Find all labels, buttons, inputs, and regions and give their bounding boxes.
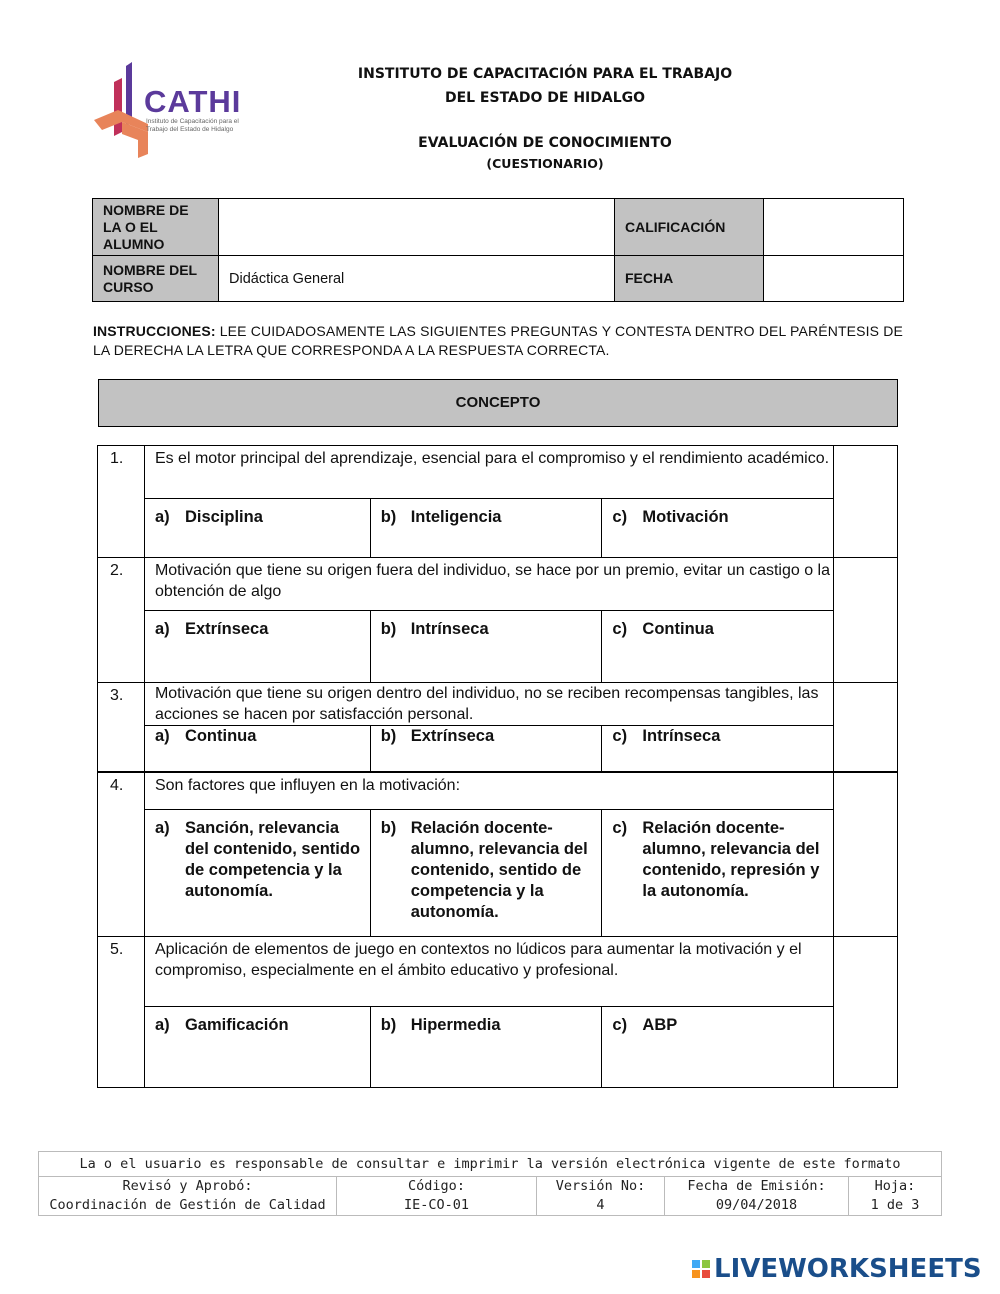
option-c: [602, 810, 834, 937]
document-subtitle: (CUESTIONARIO): [486, 156, 604, 171]
option-text: Continua: [642, 620, 714, 638]
option-text: Continua: [184, 727, 257, 745]
cathi-logo-mark-icon: [92, 62, 152, 158]
option-a: [144, 611, 370, 683]
option-letter: a): [154, 620, 170, 638]
question-number: 5.: [98, 937, 145, 1088]
footer-reviewed: [39, 1177, 337, 1216]
answer-box[interactable]: [834, 937, 898, 1088]
option-text: Motivación: [642, 508, 729, 526]
question-row: [98, 558, 898, 611]
option-b: [370, 611, 602, 683]
option-letter: b): [380, 620, 397, 638]
logo-subtitle: Instituto de Capacitación para el Trabajo del Estado de Hidalgo: [146, 118, 239, 133]
footer-version-value: 4: [596, 1197, 605, 1213]
option-letter: b): [380, 819, 397, 837]
option-letter: c): [612, 727, 628, 745]
option-b: [370, 1007, 602, 1088]
footer-date: [665, 1177, 849, 1216]
option-letter: b): [380, 508, 397, 526]
option-text: Disciplina: [184, 508, 263, 526]
option-a: [144, 499, 370, 558]
option-text: Relación docente-alumno, relevancia del contenido, sentido de competencia y la autonomía.: [410, 819, 588, 921]
answer-box[interactable]: [834, 558, 898, 683]
footer-version: [537, 1177, 665, 1216]
option-c: [602, 499, 834, 558]
grade-label: CALIFICACIÓN: [615, 199, 764, 256]
question-text: Son factores que influyen en la motivación:: [144, 772, 833, 810]
institute-line-1: INSTITUTO DE CAPACITACIÓN PARA EL TRABAJO: [357, 66, 733, 82]
options-row: [98, 726, 898, 772]
option-b: [370, 726, 602, 772]
option-text: Intrínseca: [642, 727, 721, 745]
liveworksheets-blocks-icon: [692, 1260, 710, 1278]
footer-reviewed-label: Revisó y Aprobó:: [122, 1178, 253, 1194]
option-letter: a): [154, 508, 170, 526]
option-letter: c): [612, 1016, 628, 1034]
student-info-table: [92, 198, 904, 302]
question-row: [98, 937, 898, 1007]
options-row: [98, 611, 898, 683]
question-text: Motivación que tiene su origen dentro del individuo, no se reciben recompensas tangibles, las acciones se hacen por satisfacción personal.: [144, 683, 833, 726]
footer-sheet-value: 1 de 3: [870, 1197, 920, 1213]
option-c: [602, 611, 834, 683]
option-a: [144, 1007, 370, 1088]
logo-wordmark: CATHI: [144, 84, 242, 119]
liveworksheets-watermark: [692, 1254, 982, 1284]
option-letter: a): [154, 727, 170, 745]
question-row: [98, 446, 898, 499]
footer-code-value: IE-CO-01: [403, 1197, 470, 1213]
instructions-text: LEE CUIDADOSAMENTE LAS SIGUIENTES PREGUNTAS Y CONTESTA DENTRO DEL PARÉNTESIS DE LA DERECHA LA LETRA QUE CORRESPONDA A LA RESPUESTA CORRECTA.: [93, 323, 903, 358]
student-name-field[interactable]: [219, 199, 615, 256]
question-number: 4.: [98, 772, 145, 937]
student-name-label: NOMBRE DE LA O EL ALUMNO: [93, 199, 219, 256]
footer-date-label: Fecha de Emisión:: [687, 1178, 826, 1194]
instructions: [93, 322, 903, 360]
option-text: ABP: [642, 1016, 678, 1034]
options-row: [98, 810, 898, 937]
option-b: [370, 810, 602, 937]
option-b: [370, 499, 602, 558]
options-row: [98, 1007, 898, 1088]
footer-notice: La o el usuario es responsable de consultar e imprimir la versión electrónica vigente de este formato: [39, 1152, 942, 1177]
option-text: Gamificación: [184, 1016, 289, 1034]
footer-code-label: Código:: [408, 1178, 465, 1194]
questions-table: [97, 445, 898, 1088]
option-a: [144, 726, 370, 772]
question-text: Aplicación de elementos de juego en contextos no lúdicos para aumentar la motivación y el compromiso, especialmente en el ámbito educativo y profesional.: [144, 937, 833, 1007]
footer-version-label: Versión No:: [555, 1178, 646, 1194]
liveworksheets-text: LIVEWORKSHEETS: [714, 1254, 982, 1284]
course-name-label: NOMBRE DEL CURSO: [93, 256, 219, 302]
question-number: 3.: [98, 683, 145, 772]
option-text: Extrínseca: [184, 620, 269, 638]
institute-title: [300, 62, 790, 110]
instructions-label: INSTRUCCIONES:: [93, 323, 216, 339]
institute-line-2: DEL ESTADO DE HIDALGO: [444, 90, 646, 106]
option-letter: c): [612, 620, 628, 638]
footer-sheet-label: Hoja:: [874, 1178, 916, 1194]
question-row: [98, 772, 898, 810]
document-footer: [38, 1151, 942, 1216]
option-text: Intrínseca: [410, 620, 489, 638]
question-row: [98, 683, 898, 726]
option-letter: c): [612, 508, 628, 526]
option-text: Extrínseca: [410, 727, 495, 745]
answer-box[interactable]: [834, 446, 898, 558]
course-name-value: Didáctica General: [219, 256, 615, 302]
option-letter: b): [380, 1016, 397, 1034]
option-text: Relación docente-alumno, relevancia del contenido, represión y la autonomía.: [642, 819, 820, 900]
option-letter: b): [380, 727, 397, 745]
answer-box[interactable]: [834, 683, 898, 772]
document-title: EVALUACIÓN DE CONOCIMIENTO: [418, 135, 672, 151]
date-label: FECHA: [615, 256, 764, 302]
question-number: 2.: [98, 558, 145, 683]
question-text: Motivación que tiene su origen fuera del individuo, se hace por un premio, evitar un castigo o la obtención de algo: [144, 558, 833, 611]
option-c: [602, 726, 834, 772]
question-number: 1.: [98, 446, 145, 558]
option-letter: a): [154, 819, 170, 837]
options-row: [98, 499, 898, 558]
option-text: Sanción, relevancia del contenido, sentido de competencia y la autonomía.: [184, 819, 361, 900]
option-text: Inteligencia: [410, 508, 502, 526]
option-c: [602, 1007, 834, 1088]
option-letter: c): [612, 819, 628, 837]
footer-code: [337, 1177, 537, 1216]
footer-sheet: [849, 1177, 942, 1216]
question-text: Es el motor principal del aprendizaje, esencial para el compromiso y el rendimiento académico.: [144, 446, 833, 499]
date-field[interactable]: [764, 256, 904, 302]
concept-header: CONCEPTO: [98, 379, 898, 427]
option-text: Hipermedia: [410, 1016, 501, 1034]
grade-field[interactable]: [764, 199, 904, 256]
cathi-logo: [92, 62, 262, 158]
option-a: [144, 810, 370, 937]
answer-box[interactable]: [834, 772, 898, 937]
footer-reviewed-value: Coordinación de Gestión de Calidad: [49, 1197, 326, 1213]
option-letter: a): [154, 1016, 170, 1034]
footer-date-value: 09/04/2018: [715, 1197, 798, 1213]
